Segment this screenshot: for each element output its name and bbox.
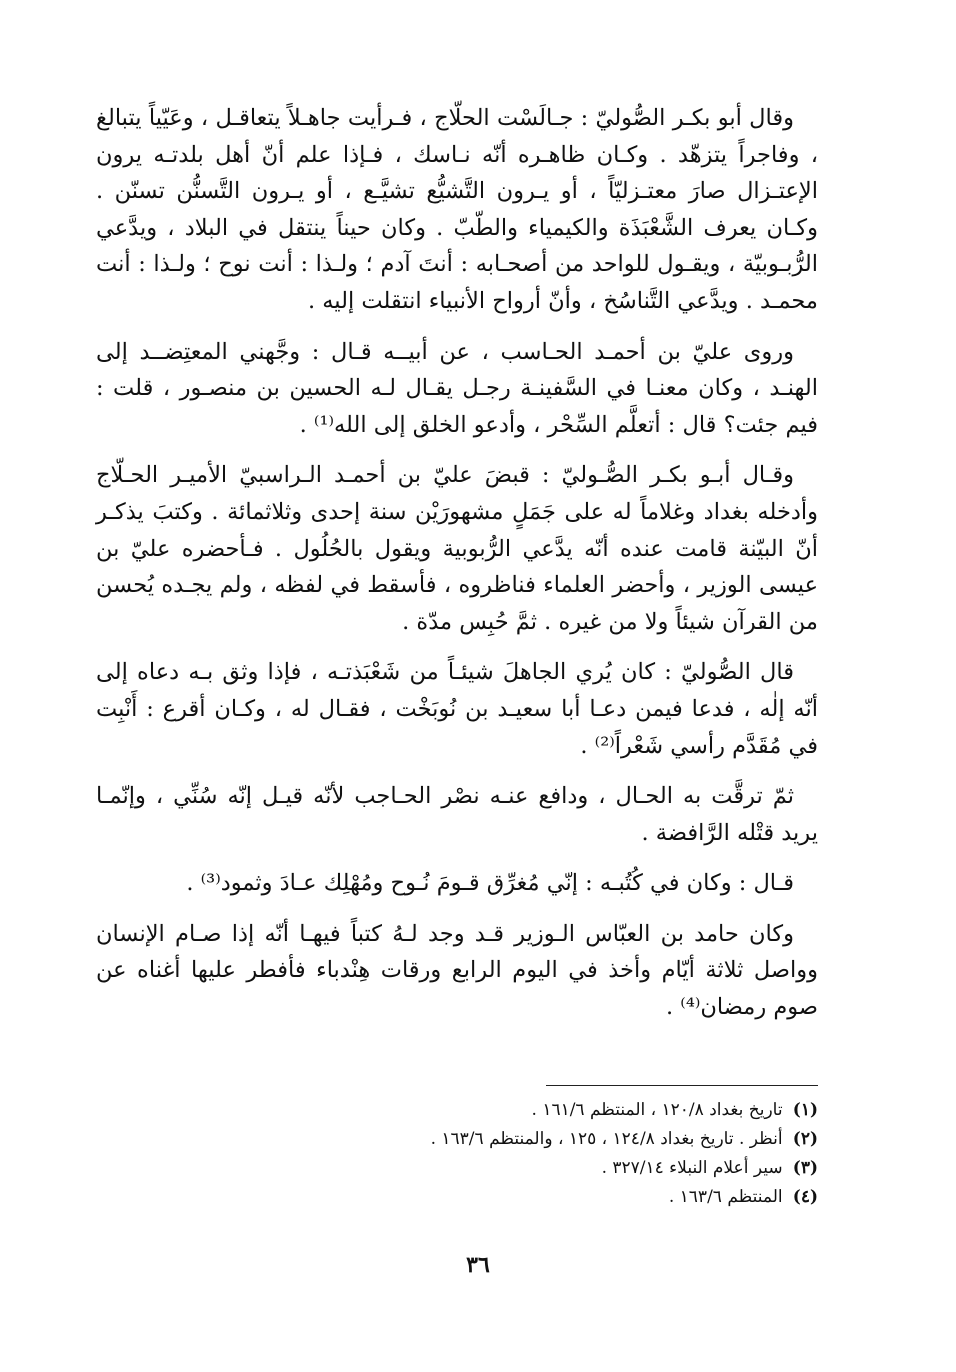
footnote-number: (١) xyxy=(792,1100,818,1120)
paragraph-3: وقـال أبـو بكـر الصُّـوليّ : قبضَ عليّ بن أحمـد الـراسبيّ الأميـر الحـلّاج وأدخله بغداد وغلاماً له على جَمَلٍ مشهورَيْن سنة إحدى وثلاثمائة . وكتبَ يذكـر أنّ البيّنة قامت عنده أنّه يدَّعي الرُّبوبية ويقول بالحُلُول . فـأحضره عليّ بن عيسى الوزير ، وأحضر العلماء فناظروه ، فأسقط في لفظه ، ولم يجـده يُحسن من القرآن شيئاً ولا من غيره . ثمَّ حُبِس مدّة . xyxy=(96,462,818,635)
footnote-text: سير أعلام النبلاء ٣٢٧/١٤ . xyxy=(601,1158,783,1178)
footnote-4 xyxy=(96,1183,818,1212)
footnote-2 xyxy=(96,1125,818,1154)
page-number: ٣٦ xyxy=(466,1252,490,1278)
paragraph-4: قال الصُّوليّ : كان يُري الجاهلَ شيئـاً من شَعْبَذتـه ، فإذا وثق بـه دعاه إلى أنّه إلٰه ، فدعا فيمن دعـا أبا سعيـد بن نُوبَخْت ، فقـال له ، وكـان أقرع : أَنْبِت في مُقَدَّم رأسي شَعْراً⁽²⁾ . xyxy=(96,659,818,759)
footnote-1 xyxy=(96,1096,818,1125)
paragraph-2: وروى عليّ بن أحمـد الحـاسب ، عن أبيــه قـال : وجَّهني المعتِضــد إلى الهنـد ، وكان معنـا في السَّفينـة رجـل يقـال لـه الحسين بن منصـور ، قلت : فيم جئت؟ قال : أتعلَّم السِّحْر ، وأدعو الخلق إلى الله⁽¹⁾ . xyxy=(96,338,818,438)
footnote-text: أنظر . تاريخ بغداد ١٢٤/٨ ، ١٢٥ ، والمنتظم ١٦٣/٦ . xyxy=(430,1129,783,1149)
paragraph-5: ثمّ ترقَّت به الحـال ، ودافع عنـه نصْر الحـاجب لأنّه قيـل إنّه سُنِّي ، وإنّمـا يريد قتْله الرَّافضة . xyxy=(96,783,818,846)
footnotes xyxy=(96,1096,818,1212)
main-text xyxy=(96,100,818,1040)
footnote-number: (٣) xyxy=(792,1158,818,1178)
footnote-number: (٢) xyxy=(792,1129,818,1149)
footnote-3 xyxy=(96,1154,818,1183)
footnote-divider xyxy=(546,1085,818,1086)
paragraph-7: وكان حامد بن العبّاس الـوزير قـد وجد لـهُ كتباً فيهـا أنّه إذا صـام الإنسان وواصل ثلاثة أيّام وأخذ في اليوم الرابع ورقات هِنْدباء فأفطر عليها أغناه عن صوم رمضان⁽⁴⁾ . xyxy=(96,920,818,1021)
paragraph-6: قـال : وكان في كُتُبـه : إنّي مُغرِّق قـومَ نُـوح ومُهْلِك عـادَ وثمود⁽³⁾ . xyxy=(186,870,794,897)
footnote-number: (٤) xyxy=(792,1187,818,1207)
footnote-text: المنتظم ١٦٣/٦ . xyxy=(668,1187,783,1207)
paragraph-1: وقال أبو بكـر الصُّوليّ : جـالَسْت الحلّاج ، فـرأيت جاهـلاً يتعاقـل ، وعَيّياً يتبالغ ، وفاجراً يتزهّد . وكـان ظاهـره أنّه نـاسك ، فـإذا علم أنّ أهل بلدتـه يرون الإعتـزال صارَ معتـزليّاً ، أو يـرون التَّشيُّع تشيَّـع ، أو يـرون التَّسنُّن تسنّن . وكـان يعرف الشَّعْبَذَة والكيمياء والطّبّ . وكان حيناً ينتقل في البلاد ، ويدَّعي الرُّبـوبيّة ، ويقـول للواحد من أصحـابه : أنتَ آدم ؛ ولـذا : أنت نوح ؛ ولـذا : أنت محمـد . ويدَّعي التَّناسُخ ، وأنّ أرواح الأنبياء انتقلت إليه . xyxy=(96,105,818,314)
footnote-text: تاريخ بغداد ١٢٠/٨ ، المنتظم ١٦١/٦ . xyxy=(531,1100,783,1120)
